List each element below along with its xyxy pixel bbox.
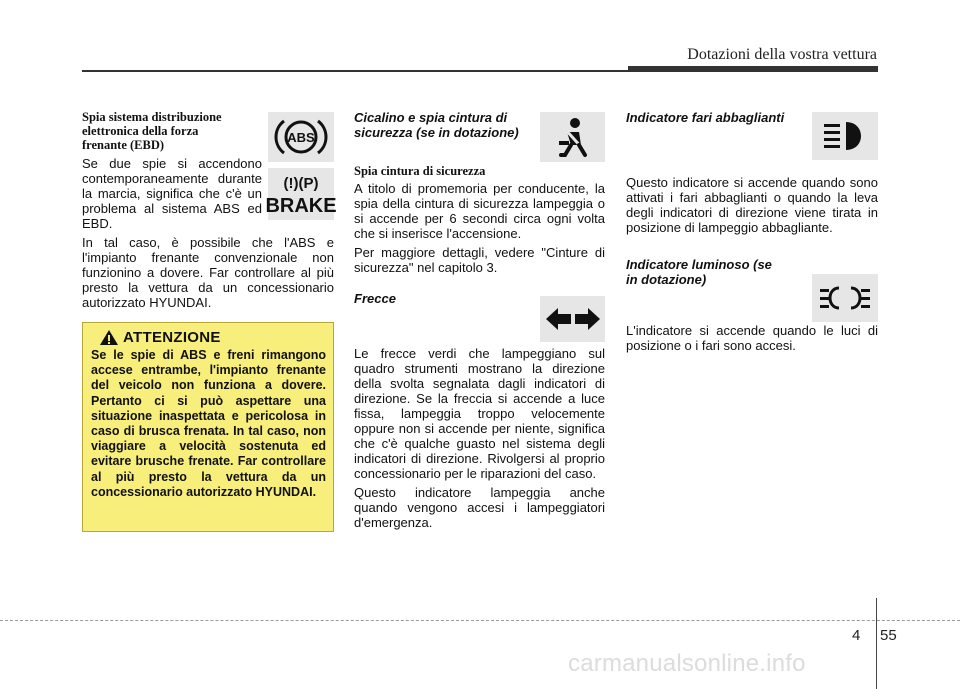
abs-warning-icon	[268, 112, 334, 162]
brake-warning-icon	[265, 168, 337, 220]
ebd-paragraph-1: Se due spie si accendono contemporaneamente durante la marcia, significa che c'è un problema al sistema ABS ed EBD.	[82, 156, 262, 231]
position-light-icon	[812, 274, 878, 322]
page-number: 55	[880, 627, 897, 644]
seatbelt-paragraph-1: A titolo di promemoria per conducente, la spia della cintura di sicurezza lampeggia o si accende per 6 secondi circa ogni volta che si inserisce l'accensione.	[354, 181, 605, 241]
chapter-number: 4	[852, 627, 861, 644]
turn-signal-heading: Frecce	[354, 291, 396, 306]
position-light-paragraph: L'indicatore si accende quando le luci di posizione o i fari sono accesi.	[626, 323, 878, 353]
brake-icon-marks: (!)(P)	[283, 175, 319, 192]
seatbelt-paragraph-2: Per maggiore dettagli, vedere "Cinture di sicurezza" nel capitolo 3.	[354, 245, 605, 275]
seatbelt-warning-icon	[540, 112, 605, 162]
brake-icon-text: BRAKE	[265, 195, 337, 217]
abs-icon-text: ABS	[287, 130, 315, 145]
seatbelt-subheading: Spia cintura di sicurezza	[354, 164, 486, 178]
high-beam-icon	[812, 112, 878, 160]
warning-triangle-icon	[99, 329, 119, 346]
footer-divider	[876, 598, 877, 689]
ebd-heading: Spia sistema distribuzione elettronica della forza frenante (EBD)	[82, 110, 222, 152]
warning-box	[82, 322, 334, 532]
header-bar	[628, 66, 878, 72]
warning-title: ATTENZIONE	[123, 328, 221, 346]
seatbelt-heading: Cicalino e spia cintura di sicurezza (se in dotazione)	[354, 110, 519, 140]
running-header: Dotazioni della vostra vettura	[687, 46, 877, 63]
turn-signal-paragraph-1: Le frecce verdi che lampeggiano sul quadro strumenti mostrano la direzione della svolta segnalata dagli indicatori di direzione. Se la freccia si accende a luce fissa, lampeggia troppo velocemente oppure non si accende per niente, significa che c'è qualche guasto nel sistema degli indicatori di direzione. Rivolgersi al proprio concessionario per le riparazioni del caso.	[354, 346, 605, 481]
turn-signal-paragraph-2: Questo indicatore lampeggia anche quando vengono accesi i lampeggiatori d'emergenza.	[354, 485, 605, 530]
turn-signal-arrows-icon	[540, 296, 605, 342]
warning-header	[99, 329, 326, 346]
high-beam-paragraph: Questo indicatore si accende quando sono attivati i fari abbaglianti o quando la leva degli indicatori di direzione viene tirata in posizione di lampeggio abbagliante.	[626, 175, 878, 235]
warning-body: Se le spie di ABS e freni rimangono accese entrambe, l'impianto frenante del veicolo non funziona a dovere. Pertanto ci si può aspettare una situazione inaspettata e pericolosa in caso di brusca frenata. In tal caso, non viaggiare a velocità sostenuta ed evitare brusche frenate. Far controllare al più presto la vettura da un concessionario autorizzato HYUNDAI.	[91, 348, 326, 499]
high-beam-heading: Indicatore fari abbaglianti	[626, 110, 785, 125]
ebd-paragraph-2: In tal caso, è possibile che l'ABS e l'impianto frenante convenzionale non funzionino a dovere. Far controllare al più presto la vettura da un concessionario autorizzato HYUNDAI.	[82, 235, 334, 310]
watermark: carmanualsonline.info	[568, 650, 806, 677]
footer-rule	[0, 620, 960, 621]
position-light-heading: Indicatore luminoso (se in dotazione)	[626, 257, 772, 287]
